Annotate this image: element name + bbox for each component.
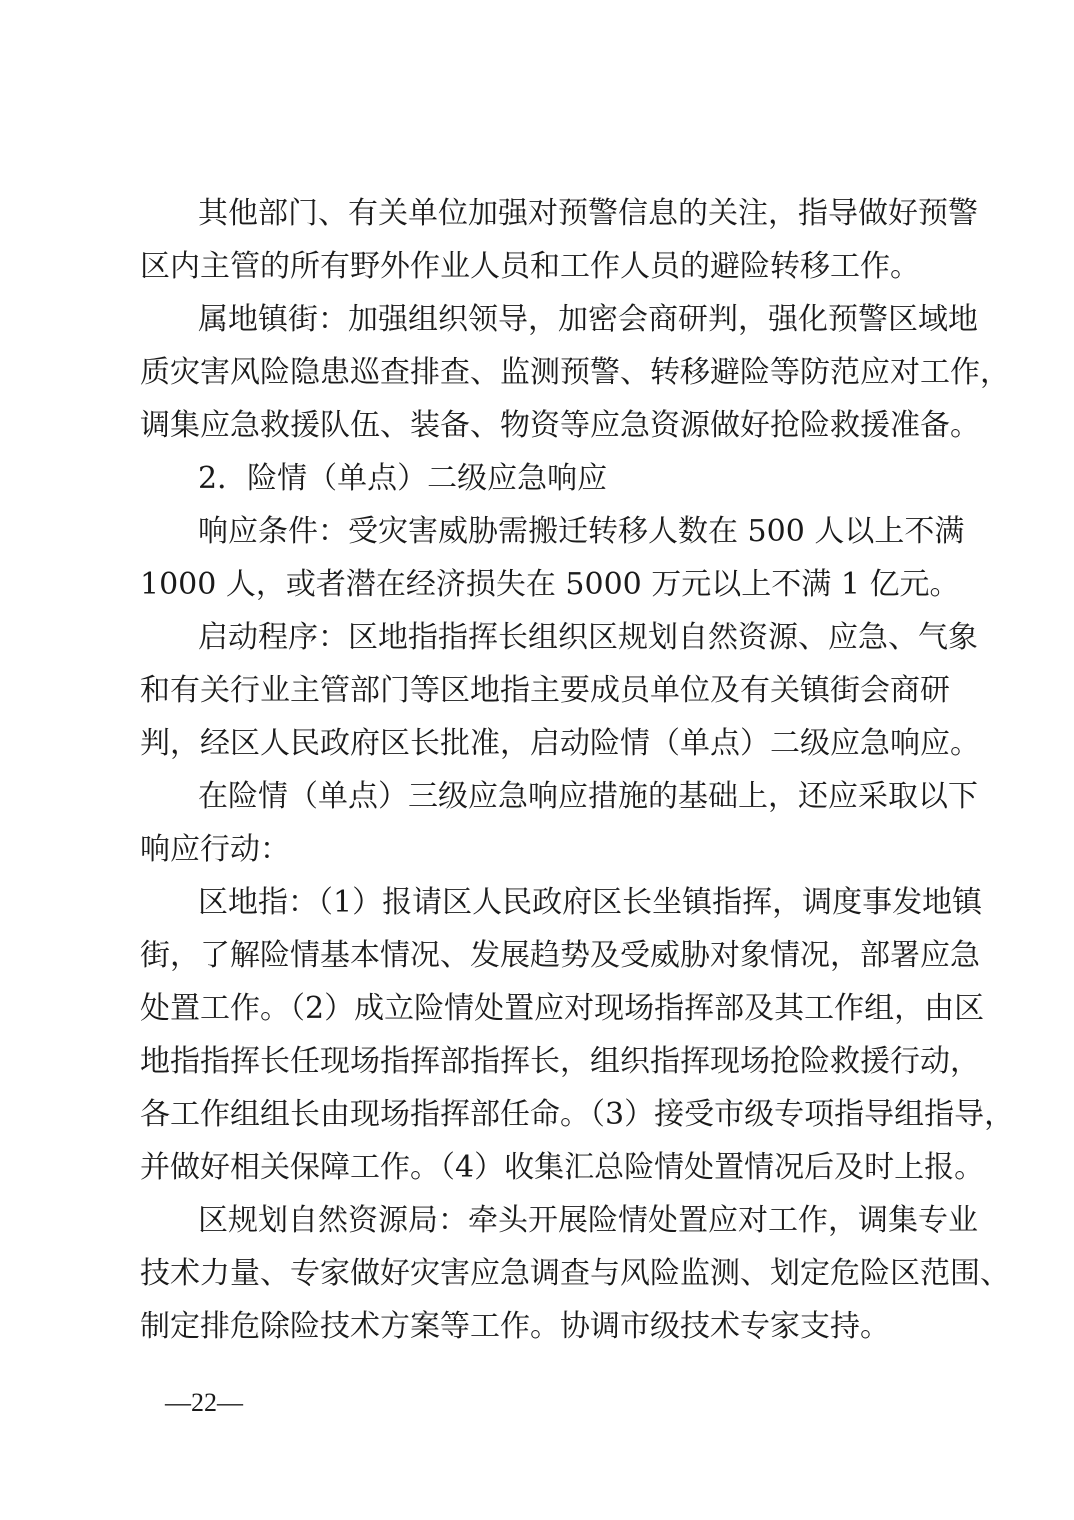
text-line: 和有关行业主管部门等区地指主要成员单位及有关镇街会商研 — [140, 673, 950, 708]
text-line: 其他部门、有关单位加强对预警信息的关注，指导做好预警 — [198, 196, 978, 231]
text-line: 调集应急救援队伍、装备、物资等应急资源做好抢险救援准备。 — [140, 408, 980, 443]
text-line: 1000 人，或者潜在经济损失在 5000 万元以上不满 1 亿元。 — [140, 567, 960, 602]
text-line: 启动程序：区地指指挥长组织区规划自然资源、应急、气象 — [198, 620, 978, 655]
text-line: 制定排危除险技术方案等工作。协调市级技术专家支持。 — [140, 1309, 890, 1344]
text-line: 街，了解险情基本情况、发展趋势及受威胁对象情况，部署应急 — [140, 938, 980, 973]
text-line: 响应条件：受灾害威胁需搬迁转移人数在 500 人以上不满 — [198, 514, 965, 549]
text-line: 在险情（单点）三级应急响应措施的基础上，还应采取以下 — [198, 779, 978, 814]
text-line: 各工作组组长由现场指挥部任命。（3）接受市级专项指导组指导， — [140, 1097, 1015, 1132]
text-line: 地指指挥长任现场指挥部指挥长，组织指挥现场抢险救援行动， — [140, 1044, 980, 1079]
text-line: 属地镇街：加强组织领导，加密会商研判，强化预警区域地 — [198, 302, 978, 337]
text-line: 响应行动： — [140, 832, 290, 867]
text-line: 技术力量、专家做好灾害应急调查与风险监测、划定危险区范围、 — [140, 1256, 1010, 1291]
text-line: 区规划自然资源局：牵头开展险情处置应对工作，调集专业 — [198, 1203, 978, 1238]
text-line: 区地指：（1）报请区人民政府区长坐镇指挥，调度事发地镇 — [198, 885, 983, 920]
text-line: 质灾害风险隐患巡查排查、监测预警、转移避险等防范应对工作， — [140, 355, 1010, 390]
text-line: 区内主管的所有野外作业人员和工作人员的避险转移工作。 — [140, 249, 920, 284]
section-heading: 2．险情（单点）二级应急响应 — [198, 461, 608, 496]
text-line: 并做好相关保障工作。（4）收集汇总险情处置情况后及时上报。 — [140, 1150, 985, 1185]
page-number: —22— — [165, 1388, 243, 1417]
text-line: 处置工作。（2）成立险情处置应对现场指挥部及其工作组，由区 — [140, 991, 985, 1026]
text-line: 判，经区人民政府区长批准，启动险情（单点）二级应急响应。 — [140, 726, 980, 761]
